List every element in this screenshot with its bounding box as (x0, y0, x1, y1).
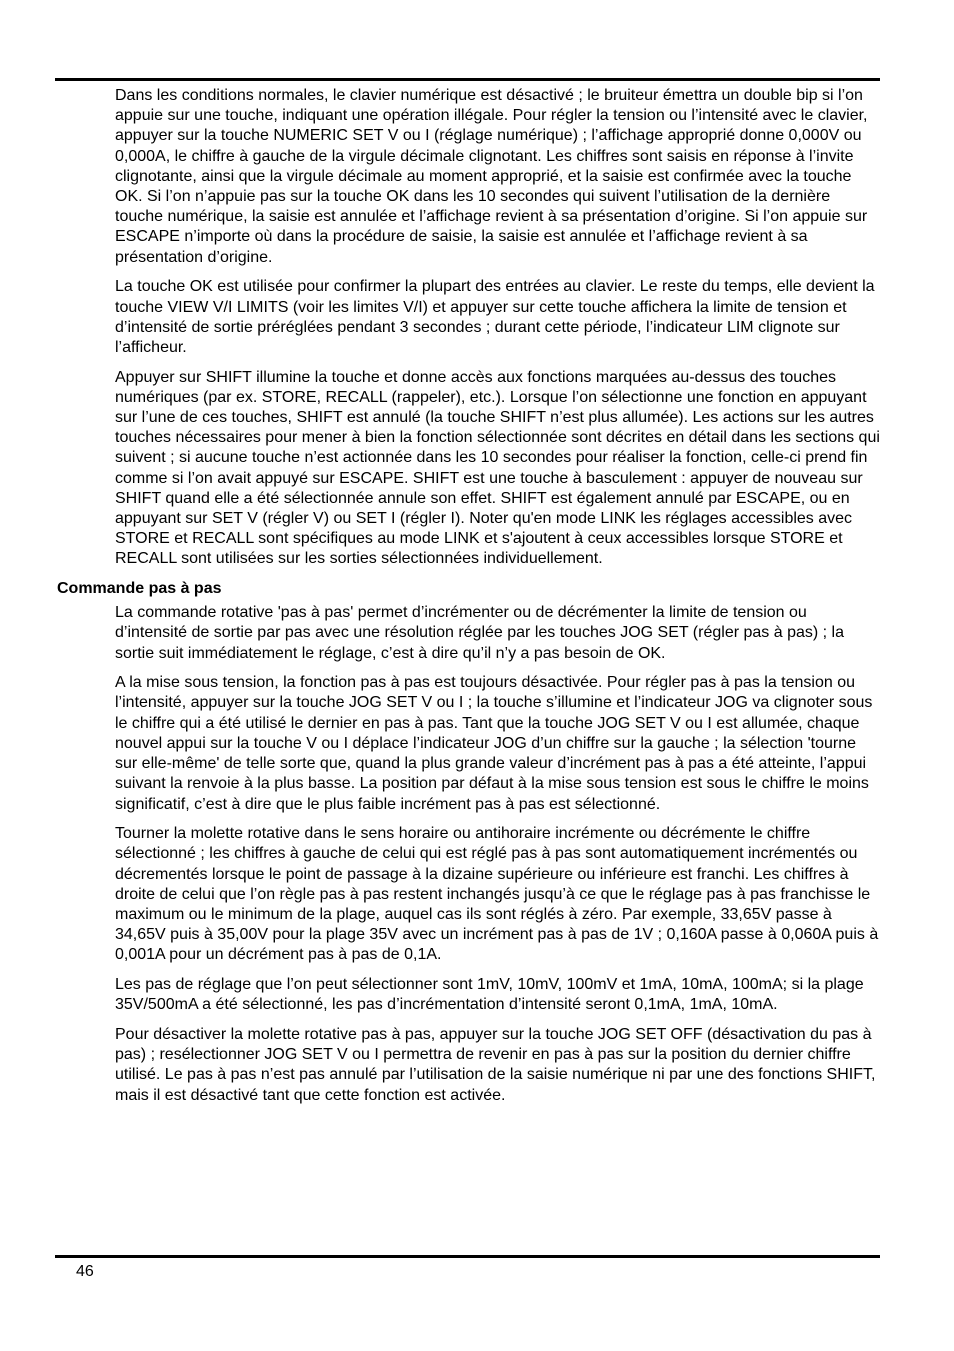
paragraph-jog-intro: La commande rotative 'pas à pas' permet d’incrémenter ou de décrémenter la limite de tension ou d’intensité de sortie par pas avec une résolution réglée par les touches JOG SET (régler pas à pas) ; la sortie suit immédiatement le réglage, c’est à dire qu’il n’y a pas besoin de OK. (115, 604, 844, 662)
paragraph-jog-power-on: A la mise sous tension, la fonction pas à pas est toujours désactivée. Pour régler pas à pas la tension ou l’intensité, appuyer sur la touche JOG SET V ou I ; la touche s’illumine et l’indicateur JOG va clignoter sous le chiffre qui a été utilisé le dernier en pas à pas. Tant que la touche JOG SET V ou I est allumée, chaque nouvel appui sur la touche V ou I déplace l’indicateur JOG d’un chiffre sur la gauche ; la sélection 'tourne sur elle-même' de telle sorte que, quand la plus grande valeur d’incrément pas à pas a été atteinte, l’appui suivant la renvoie à la plus basse. La position par défaut à la mise sous tension est sous le chiffre le moins significatif, c’est à dire que le plus faible incrément pas à pas est sélectionné. (115, 674, 873, 813)
paragraph-jog-off: Pour désactiver la molette rotative pas à pas, appuyer sur la touche JOG SET OFF (désactivation du pas à pas) ; resélectionner JOG SET V ou I permettra de revenir en pas à pas sur la position du dernier chiffre utilisé. Le pas à pas n’est pas annulé par l’utilisation de la saisie numérique ni par une des fonctions SHIFT, mais il est désactivé tant que cette fonction est activée. (115, 1026, 876, 1104)
paragraph-jog-rotation: Tourner la molette rotative dans le sens horaire ou antihoraire incrémente ou décrémente le chiffre sélectionné ; les chiffres à gauche de celui qui est réglé pas à pas sont automatiquement incrémentés ou décrementés lorsque le point de passage à la dizaine supérieure ou inférieure est franchi. Les chiffres à droite de celui que l’on règle pas à pas restent inchangés jusqu’à ce que le réglage pas à pas franchisse le maximum ou le minimum de la plage, auquel cas ils sont réglés à zéro. Par exemple, 33,65V passe à 34,65V puis à 35,00V pour la plage 35V avec un incrément pas à pas de 1V ; 0,160A passe à 0,060A puis à 0,001A pour un décrément pas à pas de 0,1A. (115, 825, 879, 964)
paragraph-shift-key: Appuyer sur SHIFT illumine la touche et donne accès aux fonctions marquées au-dessus des touches numériques (par ex. STORE, RECALL (rappeler), etc.). Lorsque l’on sélectionne une fonction en appuyant sur l’une de ces touches, SHIFT est annulé (la touche SHIFT n’est plus allumée). Les actions sur les autres touches nécessaires pour mener à bien la fonction sélectionnée sont décrites en détail dans les sections qui suivent ; si aucune touche n’est actionnée dans les 10 secondes pour réaliser la fonction, celle-ci prend fin comme si l’on avait appuyé sur ESCAPE. SHIFT est une touche à basculement : appuyer de nouveau sur SHIFT quand elle a été sélectionnée annule son effet. SHIFT est également annulé par ESCAPE, ou en appuyant sur SET V (régler V) ou SET I (régler I). Noter qu'en mode LINK les réglages accessibles avec STORE et RECALL sont spécifiques au mode LINK et s'ajoutent à ceux accessibles lorsque STORE et RECALL sont utilisées sur les sorties sélectionnées individuellement. (115, 368, 880, 568)
section-heading-jog: Commande pas à pas (57, 580, 222, 598)
bottom-rule (55, 1255, 880, 1258)
page-content (0, 86, 954, 1115)
paragraph-keypad-entry: Dans les conditions normales, le clavier numérique est désactivé ; le bruiteur émettra un double bip si l’on appuie sur une touche, indiquant une opération illégale. Pour régler la tension ou l’intensité avec le clavier, appuyer sur la touche NUMERIC SET V ou I (réglage numérique) ; l’affichage approprié donne 0,000V ou 0,000A, le chiffre à gauche de la virgule décimale clignotant. Les chiffres sont saisis en réponse à l’invite clignotante, ainsi que la virgule décimale au moment approprié, et la saisie est confirmée avec la touche OK. Si l’on n’appuie pas sur la touche OK dans les 10 secondes qui suivent l’utilisation de la dernière touche numérique, la saisie est annulée et l’affichage revient à sa présentation d’origine. Si l’on appuie sur ESCAPE n’importe où dans la procédure de saisie, la saisie est annulée et l’affichage revient à sa présentation d’origine. (115, 87, 868, 266)
top-rule (55, 78, 880, 81)
paragraph-ok-key: La touche OK est utilisée pour confirmer la plupart des entrées au clavier. Le reste du temps, elle devient la touche VIEW V/I LIMITS (voir les limites V/I) et appuyer sur cette touche affichera la limite de tension et d’intensité de sortie préréglées pendant 3 secondes ; durant cette période, l’indicateur LIM clignote sur l’afficheur. (115, 278, 875, 356)
page-number: 46 (76, 1263, 94, 1280)
paragraph-jog-steps: Les pas de réglage que l’on peut sélectionner sont 1mV, 10mV, 100mV et 1mA, 10mA, 100mA; si la plage 35V/500mA a été sélectionné, les pas d’incrémentation d’intensité seront 0,1mA, 1mA, 10mA. (115, 976, 864, 1014)
